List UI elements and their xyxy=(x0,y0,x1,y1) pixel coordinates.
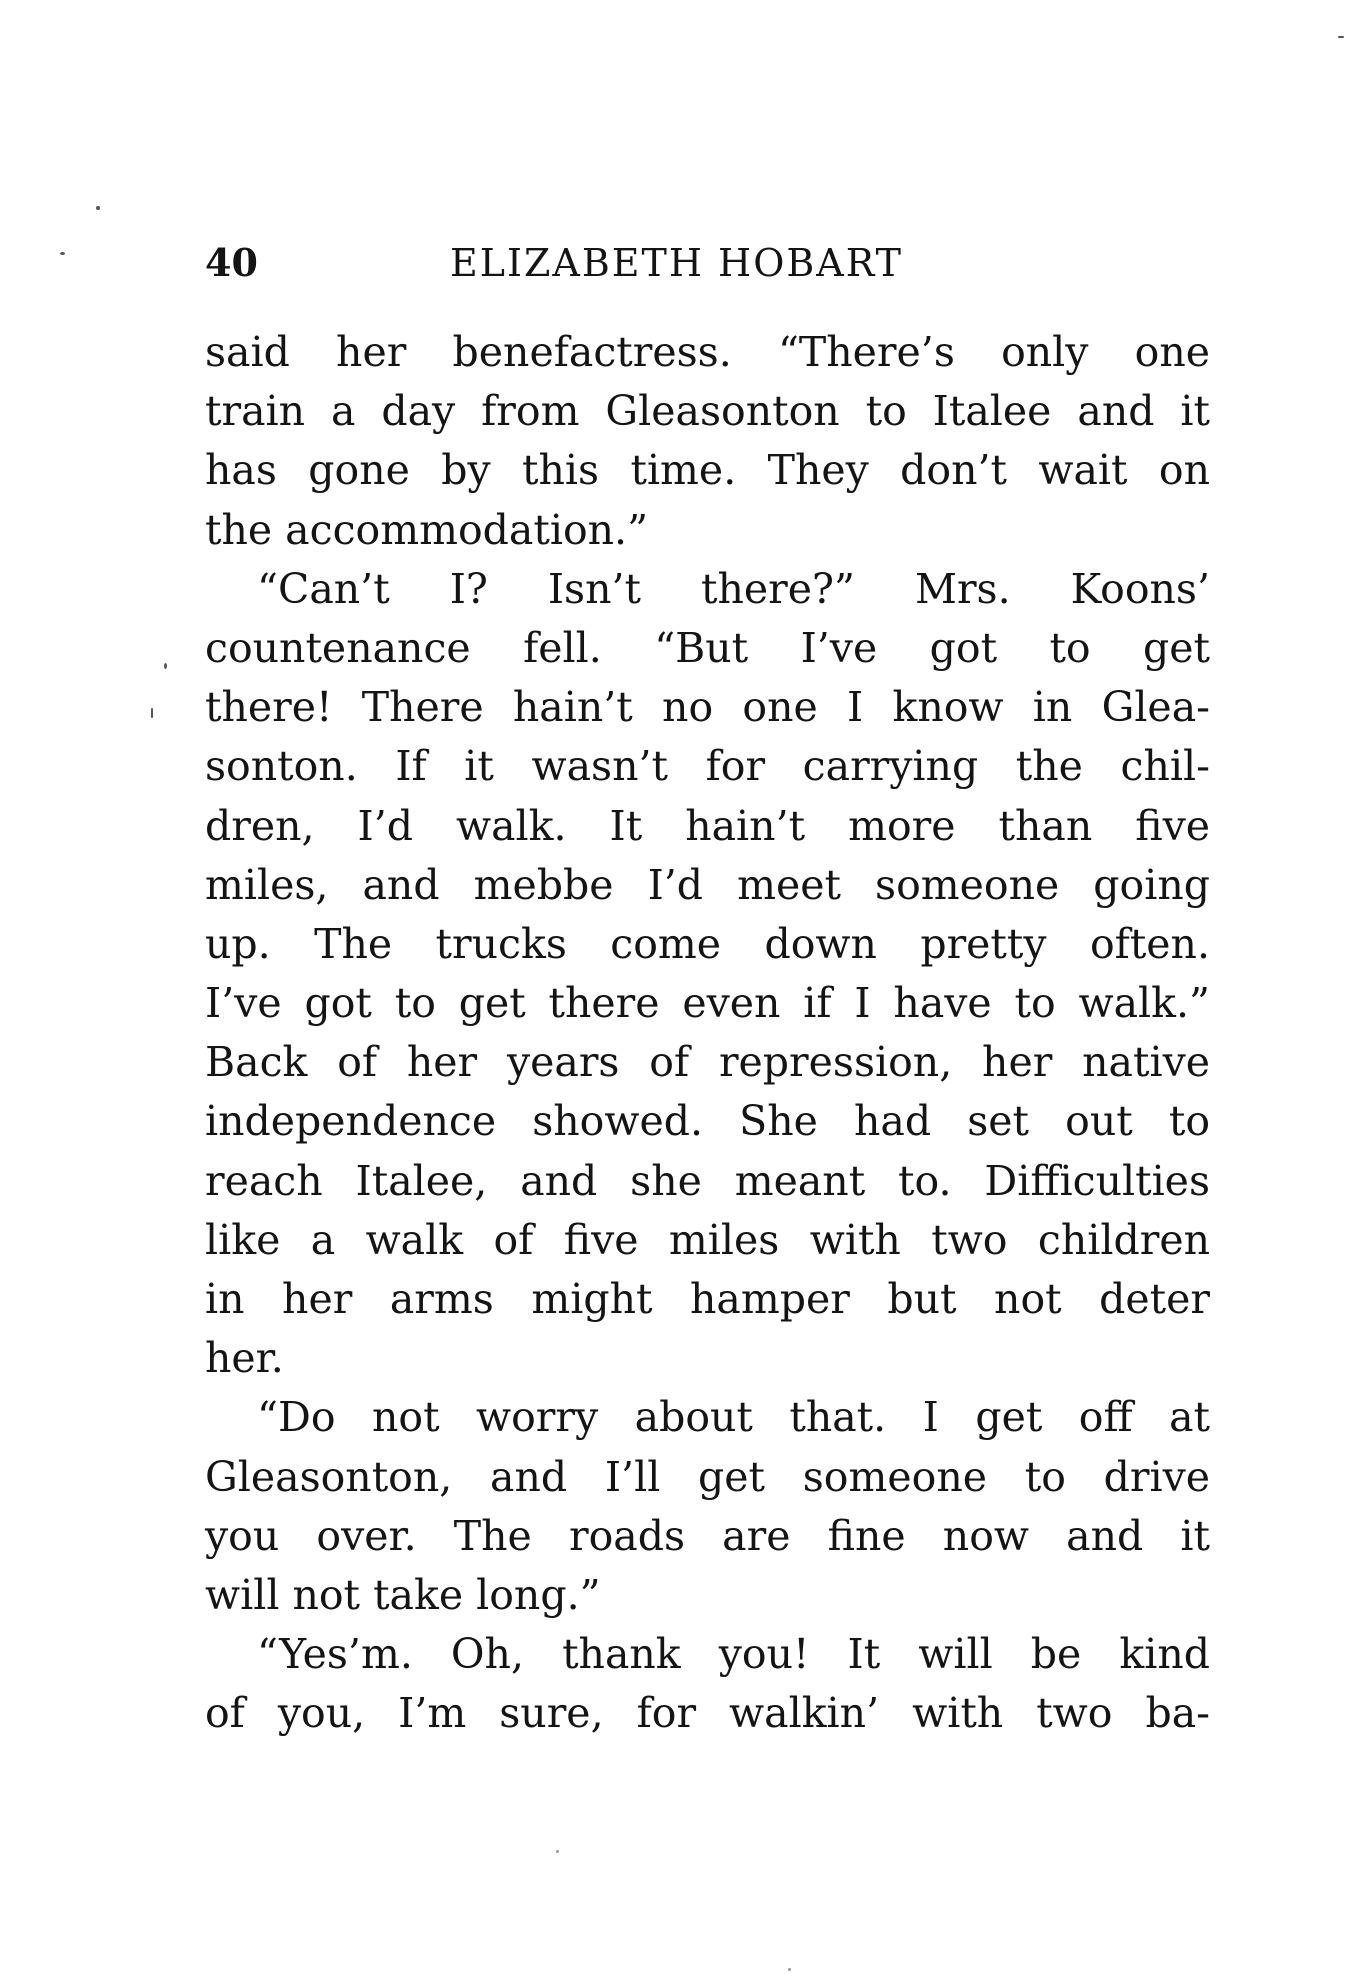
text-line: “Do not worry about that. I get off at xyxy=(257,1393,1210,1442)
text-line: of you, I’m sure, for walkin’ with two ba- xyxy=(205,1689,1210,1738)
text-line: has gone by this time. They don’t wait on xyxy=(205,446,1210,495)
text-line: Gleasonton, and I’ll get someone to drive xyxy=(205,1452,1210,1501)
text-line: Back of her years of repression, her native xyxy=(205,1038,1210,1087)
text-line: “Yes’m. Oh, thank you! It will be kind xyxy=(257,1630,1210,1679)
text-line: will not take long.” xyxy=(205,1570,601,1619)
text-line: like a walk of five miles with two children xyxy=(205,1215,1210,1264)
scan-speck xyxy=(164,663,167,669)
running-head xyxy=(205,233,1210,293)
scan-speck xyxy=(96,206,100,210)
text-line: reach Italee, and she meant to. Difficulties xyxy=(205,1156,1210,1205)
text-line: her. xyxy=(205,1334,284,1383)
text-line: independence showed. She had set out to xyxy=(205,1097,1210,1146)
text-line: there! There hain’t no one I know in Glea- xyxy=(205,683,1210,732)
scan-speck xyxy=(151,708,153,718)
scan-speck xyxy=(60,252,65,255)
text-line: the accommodation.” xyxy=(205,505,649,554)
text-line: I’ve got to get there even if I have to walk.” xyxy=(205,979,1210,1028)
text-line: miles, and mebbe I’d meet someone going xyxy=(205,860,1210,909)
text-line: dren, I’d walk. It hain’t more than five xyxy=(205,801,1210,850)
body-text xyxy=(205,323,1210,1744)
text-line: you over. The roads are fine now and it xyxy=(205,1511,1210,1560)
page-number: 40 xyxy=(205,240,258,285)
text-line: in her arms might hamper but not deter xyxy=(205,1275,1210,1323)
text-line: said her benefactress. “There’s only one xyxy=(205,328,1210,376)
text-line: train a day from Gleasonton to Italee and it xyxy=(205,387,1210,436)
scan-speck xyxy=(788,1968,791,1971)
running-title: ELIZABETH HOBART xyxy=(450,241,904,285)
text-line: sonton. If it wasn’t for carrying the chil- xyxy=(205,742,1210,791)
text-line: “Can’t I? Isn’t there?” Mrs. Koons’ xyxy=(257,564,1210,613)
scan-speck xyxy=(556,1850,559,1853)
text-line: up. The trucks come down pretty often. xyxy=(205,919,1210,968)
text-line: countenance fell. “But I’ve got to get xyxy=(205,623,1210,672)
scan-speck xyxy=(1338,36,1344,38)
